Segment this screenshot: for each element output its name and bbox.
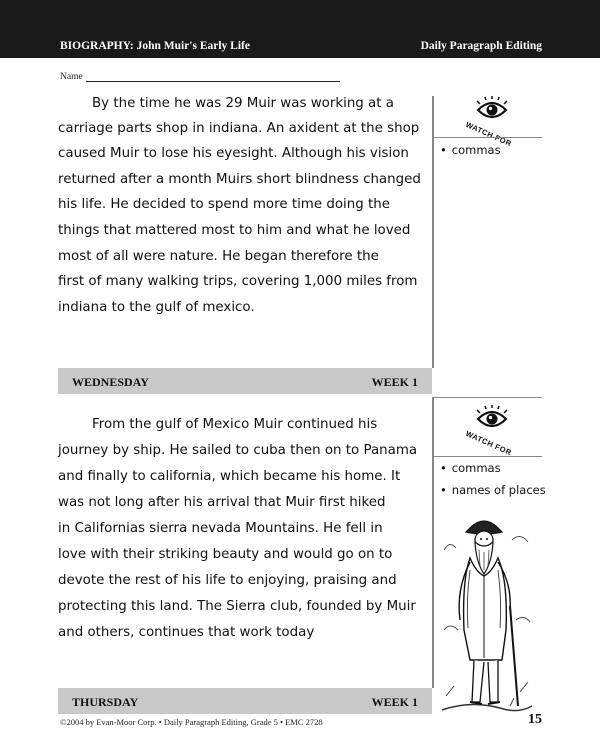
watch-for-label: WATCH FOR — [464, 120, 514, 149]
portrait-icon — [440, 510, 534, 720]
watch-for-item: • commas — [440, 143, 501, 157]
week-label: WEEK 1 — [371, 375, 418, 389]
section-rule — [432, 456, 542, 457]
passage-line: carriage parts shop in indiana. An axident at the shop — [58, 121, 420, 136]
passage-line: devote the rest of his life to enjoying, praising and — [58, 573, 397, 588]
day-bar-wednesday — [58, 368, 432, 394]
passage-line: journey by ship. He sailed to cuba then on to Panama — [58, 443, 418, 458]
passage-line: and finally to california, which became his home. It — [58, 469, 401, 484]
week-label: WEEK 1 — [371, 695, 418, 709]
watch-for-badge — [464, 405, 532, 458]
passage-line: in Californias sierra nevada Mountains. He fell in — [58, 521, 383, 536]
watch-for-item: • commas — [440, 461, 501, 475]
passage-line: love with their striking beauty and would go on to — [58, 547, 393, 562]
column-divider — [432, 398, 434, 688]
passage-line: things that mattered most to him and what he loved — [58, 223, 411, 238]
passage-line: was not long after his arrival that Muir first hiked — [58, 495, 386, 510]
page-number: 15 — [528, 712, 542, 727]
copyright-footer: ©2004 by Evan-Moor Corp. • Daily Paragraph Editing, Grade 5 • EMC 2728 — [60, 717, 323, 727]
passage-thursday — [58, 417, 420, 647]
section-rule — [432, 137, 542, 138]
passage-line: indiana to the gulf of mexico. — [58, 300, 255, 315]
passage-wednesday — [58, 96, 420, 326]
name-label: Name — [60, 72, 83, 82]
section-rule — [432, 397, 542, 398]
watch-for-item: • names of places — [440, 483, 546, 497]
passage-line: caused Muir to lose his eyesight. Although his vision — [58, 146, 409, 161]
day-label: WEDNESDAY — [72, 375, 149, 389]
watch-for-label: WATCH FOR — [464, 429, 514, 458]
page-header — [0, 0, 600, 58]
day-bar-thursday — [58, 688, 432, 714]
passage-line: protecting this land. The Sierra club, founded by Muir — [58, 599, 416, 614]
passage-line: first of many walking trips, covering 1,000 miles from — [58, 274, 418, 289]
name-field-line — [86, 81, 340, 82]
header-title: BIOGRAPHY: John Muir's Early Life — [60, 40, 250, 52]
passage-line: From the gulf of Mexico Muir continued his — [92, 417, 378, 432]
passage-line: most of all were nature. He began therefore the — [58, 249, 379, 264]
passage-line: his life. He decided to spend more time doing the — [58, 197, 390, 212]
passage-line: returned after a month Muirs short blindness changed — [58, 172, 421, 187]
passage-line: and others, continues that work today — [58, 625, 315, 640]
day-label: THURSDAY — [72, 695, 139, 709]
john-muir-illustration — [440, 510, 534, 720]
header-series: Daily Paragraph Editing — [420, 40, 542, 52]
passage-line: By the time he was 29 Muir was working at a — [92, 96, 394, 111]
